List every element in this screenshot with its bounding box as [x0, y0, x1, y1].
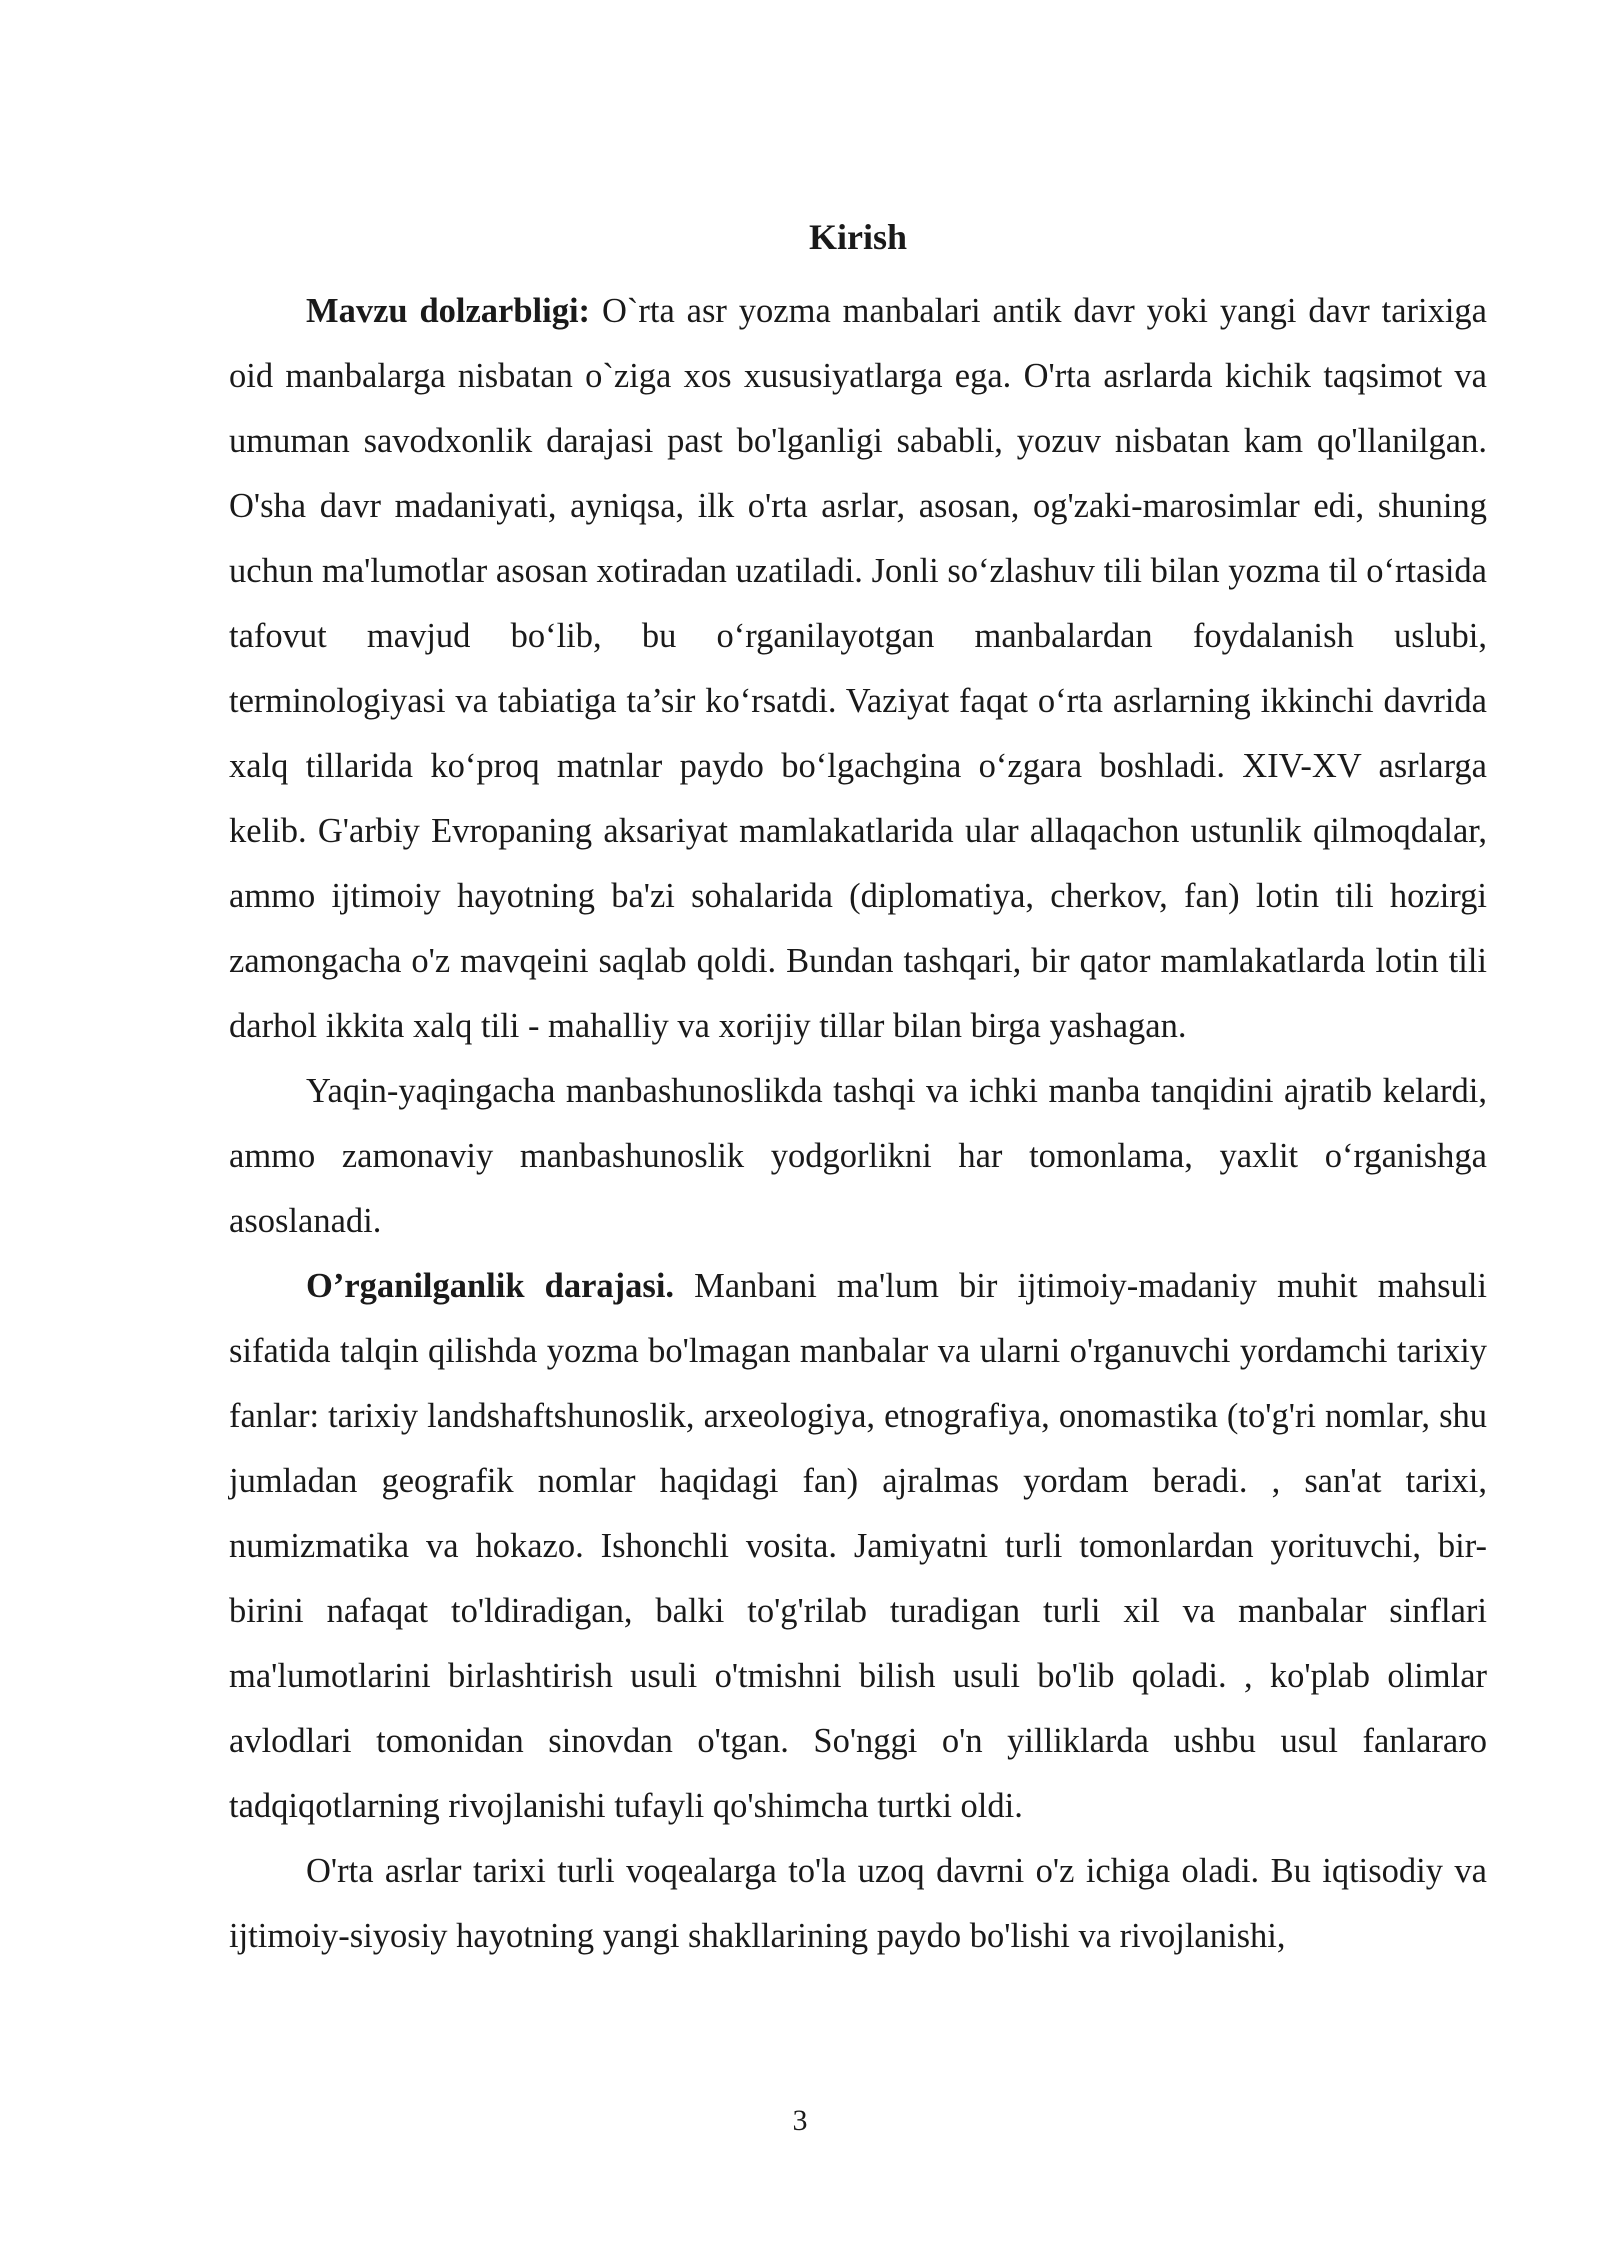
paragraph-lead: Mavzu dolzarbligi:: [306, 292, 591, 330]
paragraph-text: Manbani ma'lum bir ijtimoiy-madaniy muhit mahsuli sifatida talqin qilishda yozma bo'lmagan manbalar va ularni o'rganuvchi yordamchi tarixiy fanlar: tarixiy landshaftshunoslik, arxeologiya, etnografiya, onomastika (to'g'ri nomlar, shu jumladan geografik nomlar haqidagi fan) ajralmas yordam beradi. , san'at tarixi, numizmatika va hokazo. Ishonchli vosita. Jamiyatni turli tomonlardan yorituvchi, bir-birini nafaqat to'ldiradigan, balki to'g'rilab turadigan turli xil va manbalar sinflari ma'lumotlarini birlashtirish usuli o'tmishni bilish usuli bo'lib qoladi. , ko'plab olimlar avlodlari tomonidan sinovdan o'tgan. So'nggi o'n yilliklarda ushbu usul fanlararo tadqiqotlarning rivojlanishi tufayli qo'shimcha turtki oldi.: [229, 1267, 1487, 1825]
paragraph-text: O'rta asrlar tarixi turli voqealarga to'la uzoq davrni o'z ichiga oladi. Bu iqtisodiy va ijtimoiy-siyosiy hayotning yangi shakllarining paydo bo'lishi va rivojlanishi,: [229, 1852, 1487, 1955]
paragraph-relevance: [229, 279, 1487, 1059]
paragraph-medieval-history: [229, 1839, 1487, 1969]
paragraph-study-level: [229, 1254, 1487, 1839]
page-number: 3: [792, 2104, 808, 2137]
paragraph-source-criticism: [229, 1059, 1487, 1254]
paragraph-lead: O’rganilganlik darajasi.: [306, 1267, 675, 1305]
paragraph-text: Yaqin-yaqingacha manbashunoslikda tashqi va ichki manba tanqidini ajratib kelardi, ammo zamonaviy manbashunoslik yodgorlikni har tomonlama, yaxlit o‘rganishga asoslanadi.: [229, 1072, 1487, 1240]
paragraph-text: O`rta asr yozma manbalari antik davr yoki yangi davr tarixiga oid manbalarga nisbatan o`ziga xos xususiyatlarga ega. O'rta asrlarda kichik taqsimot va umuman savodxonlik darajasi past bo'lganligi sababli, yozuv nisbatan kam qo'llanilgan. O'sha davr madaniyati, ayniqsa, ilk o'rta asrlar, asosan, og'zaki-marosimlar edi, shuning uchun ma'lumotlar asosan xotiradan uzatiladi. Jonli so‘zlashuv tili bilan yozma til o‘rtasida tafovut mavjud bo‘lib, bu o‘rganilayotgan manbalardan foydalanish uslubi, terminologiyasi va tabiatiga ta’sir ko‘rsatdi. Vaziyat faqat o‘rta asrlarning ikkinchi davrida xalq tillarida ko‘proq matnlar paydo bo‘lgachgina o‘zgara boshladi. XIV-XV asrlarga kelib. G'arbiy Evropaning aksariyat mamlakatlarida ular allaqachon ustunlik qilmoqdalar, ammo ijtimoiy hayotning ba'zi sohalarida (diplomatiya, cherkov, fan) lotin tili hozirgi zamongacha o'z mavqeini saqlab qoldi. Bundan tashqari, bir qator mamlakatlarda lotin tili darhol ikkita xalq tili - mahalliy va xorijiy tillar bilan birga yashagan.: [229, 292, 1487, 1045]
page-title: Kirish: [808, 217, 907, 257]
page-body: [229, 215, 1487, 1969]
